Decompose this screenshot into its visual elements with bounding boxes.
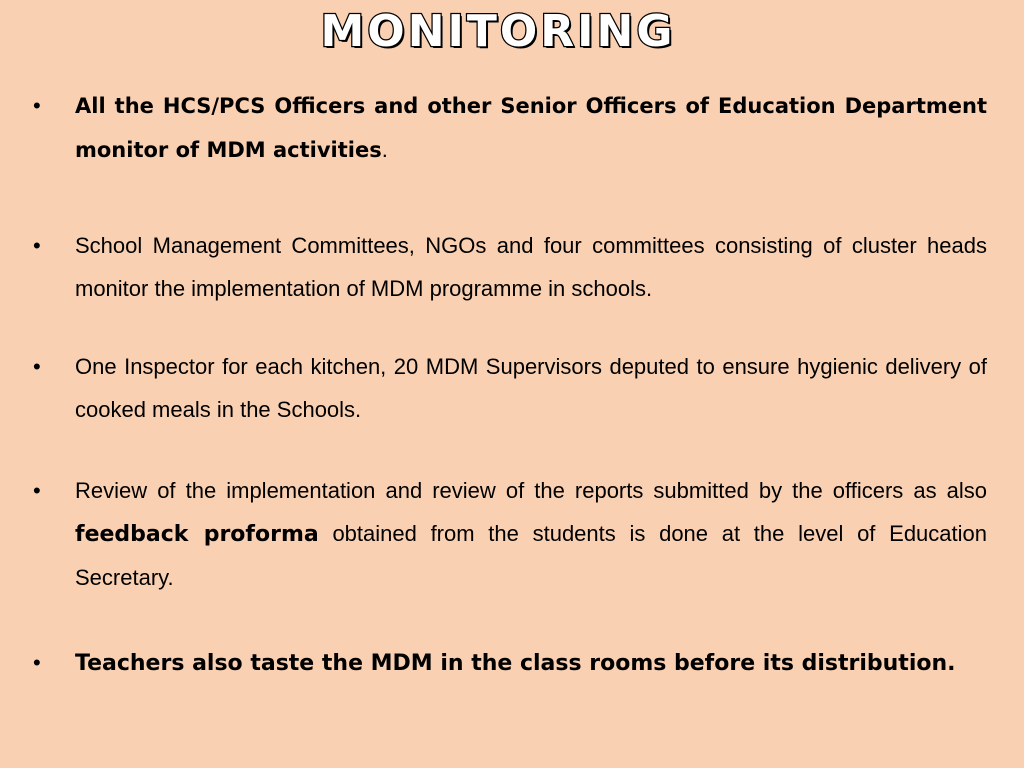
bullet-dot-icon: • xyxy=(33,650,41,675)
bullet-text-trailing: . xyxy=(381,137,388,162)
bullet-dot-icon: • xyxy=(33,478,41,503)
bullet-item-inspector xyxy=(0,345,1024,431)
bullet-text-after: obtained from the students is done at the level of Education Secretary. xyxy=(75,521,987,590)
bullet-dot-icon: • xyxy=(33,354,41,379)
slide-title: MONITORING xyxy=(320,6,676,57)
bullet-item-review xyxy=(0,469,1024,599)
bullet-text-bold: Teachers also taste the MDM in the class rooms before its distribution. xyxy=(75,651,956,676)
bullet-list xyxy=(0,84,1024,685)
bullet-text: One Inspector for each kitchen, 20 MDM Supervisors deputed to ensure hygienic delivery of cooked meals in the Schools. xyxy=(75,354,987,422)
bullet-dot-icon: • xyxy=(33,93,41,118)
bullet-item-officers-monitor xyxy=(0,84,1024,172)
bullet-text-bold: feedback proforma xyxy=(75,522,319,547)
bullet-item-committees xyxy=(0,224,1024,310)
bullet-dot-icon: • xyxy=(33,233,41,258)
bullet-text: School Management Committees, NGOs and four committees consisting of cluster heads monitor the implementation of MDM programme in schools. xyxy=(75,233,987,301)
bullet-item-teachers-taste xyxy=(0,641,1024,685)
bullet-text-before: Review of the implementation and review of the reports submitted by the officers as also xyxy=(75,478,987,503)
bullet-text-bold: All the HCS/PCS Officers and other Senior Officers of Education Department monitor of MDM activities xyxy=(75,94,987,162)
